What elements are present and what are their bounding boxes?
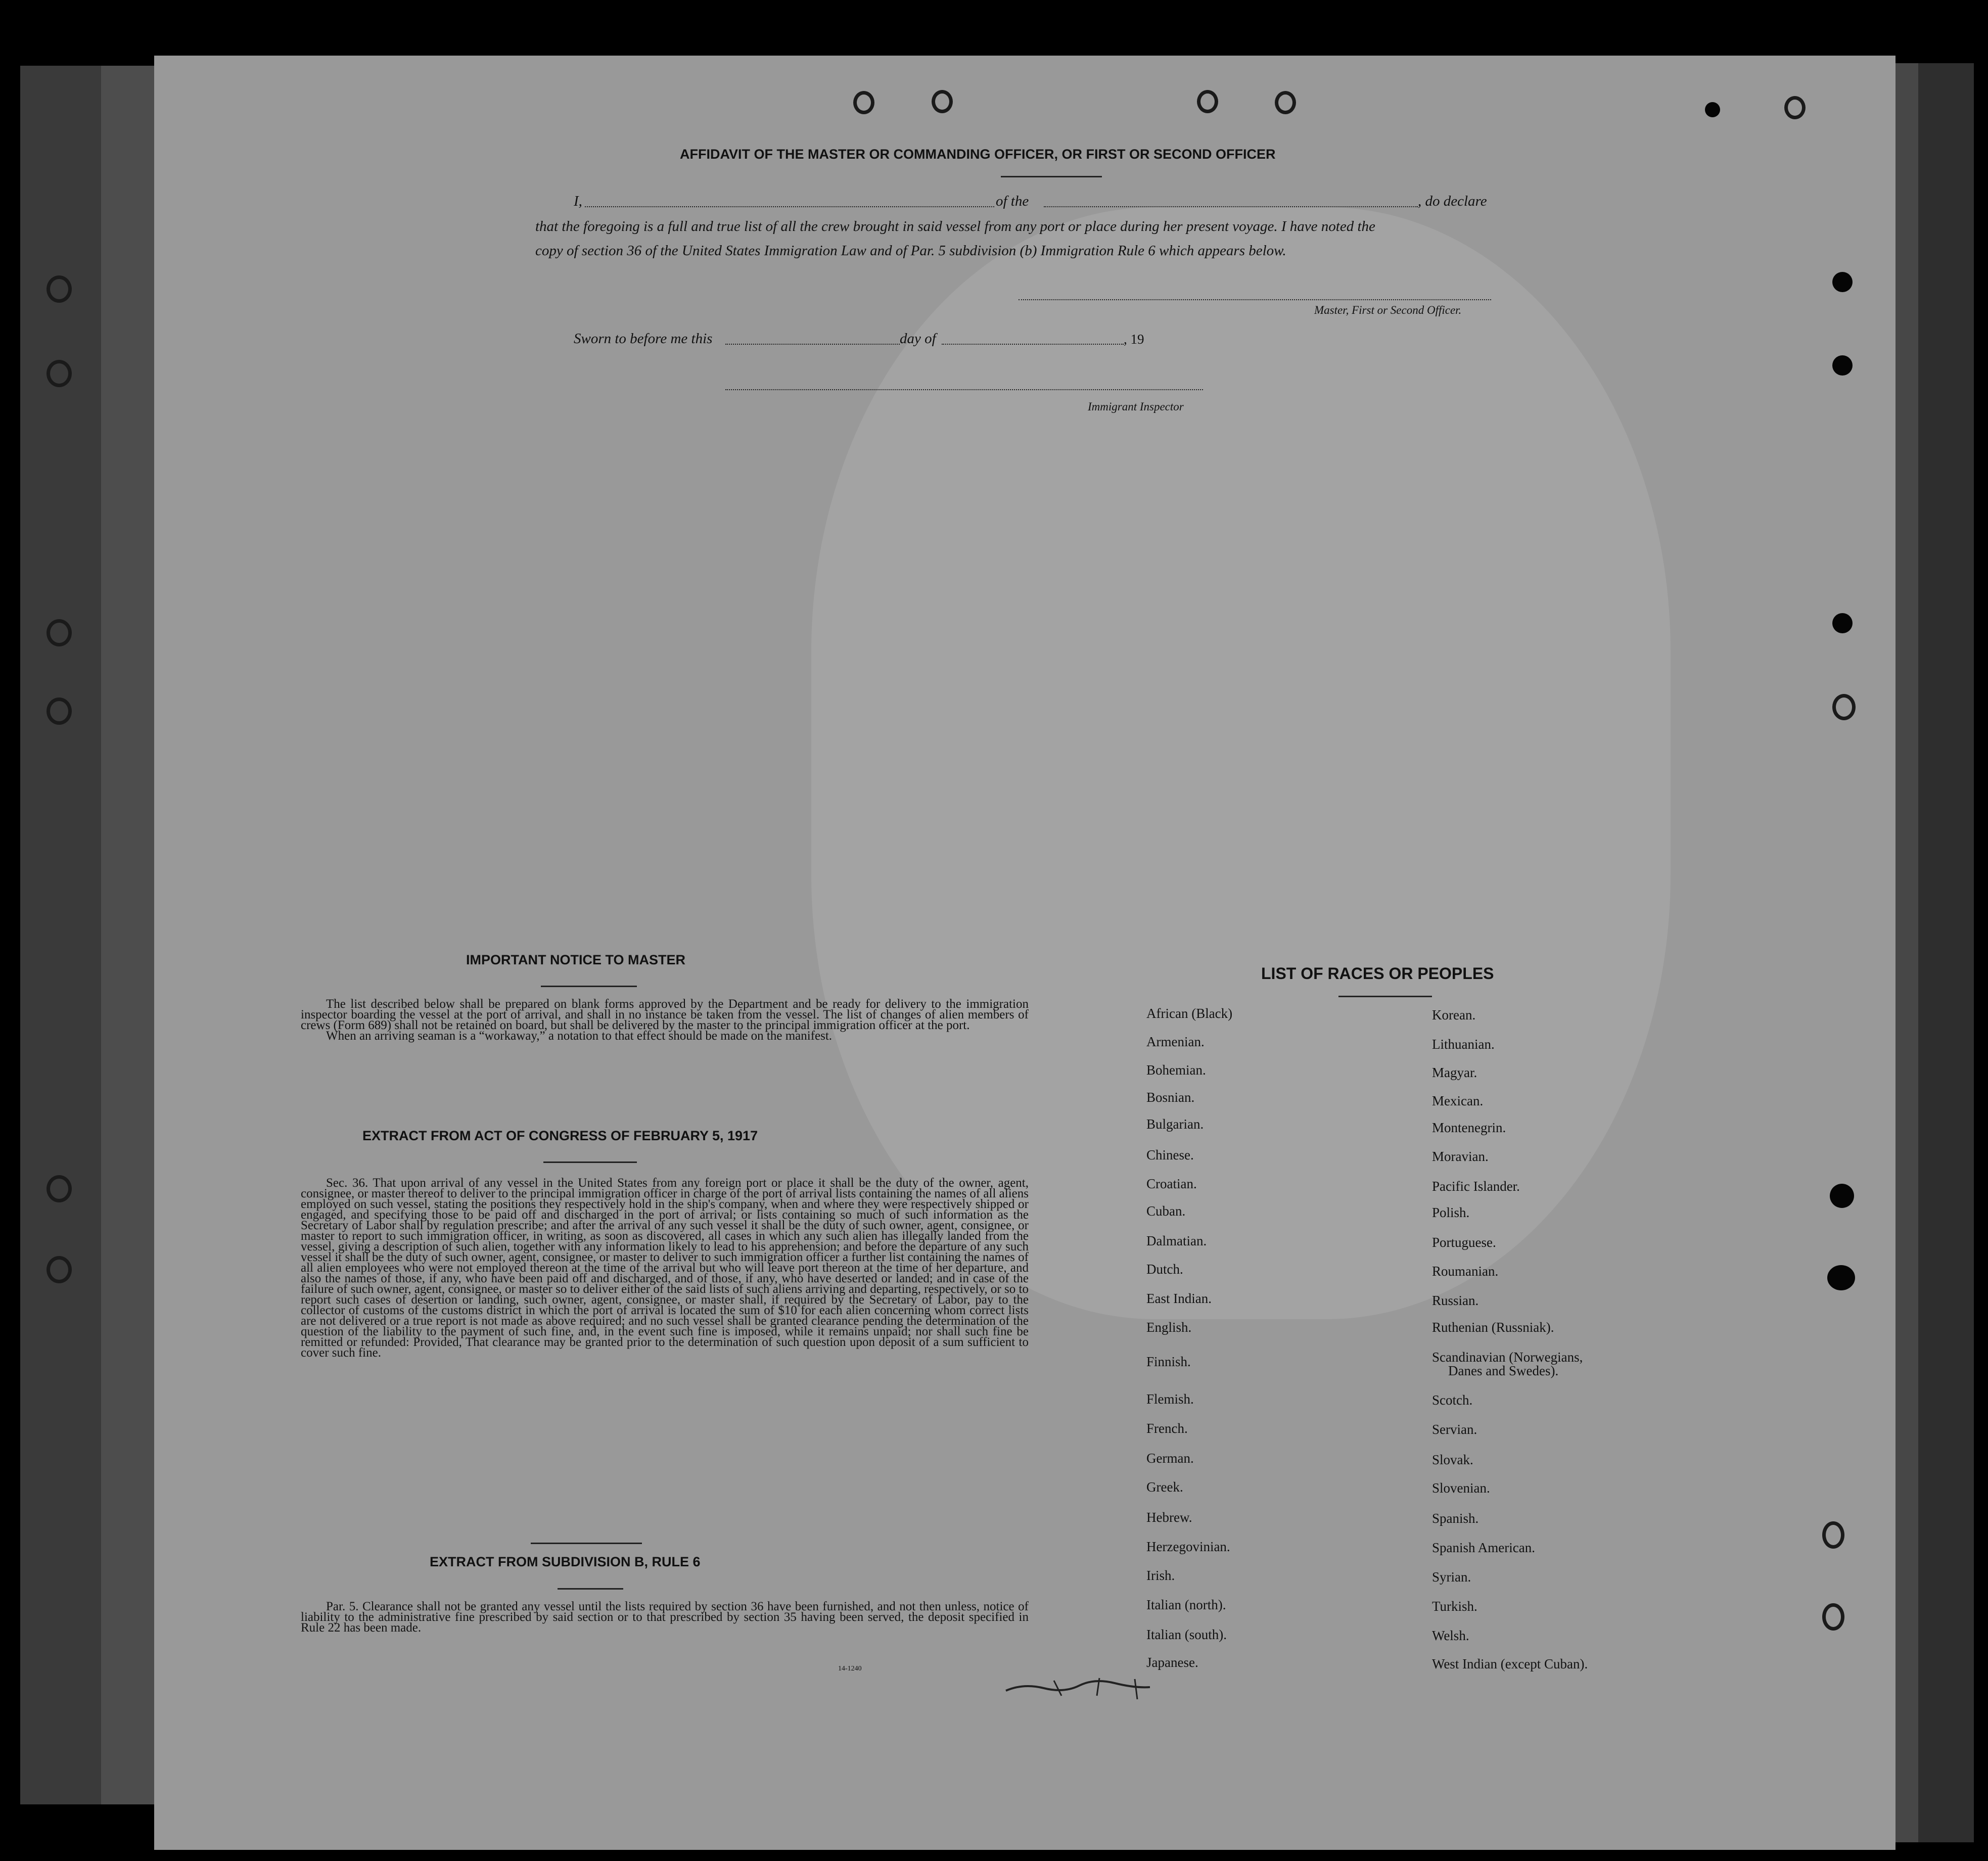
rule-top-divider: [531, 1543, 642, 1544]
race-item: Dalmatian.: [1146, 1233, 1207, 1248]
race-item: Welsh.: [1432, 1628, 1469, 1643]
race-item: French.: [1146, 1421, 1188, 1436]
race-item: Slovak.: [1432, 1452, 1473, 1467]
race-item: Armenian.: [1146, 1034, 1205, 1049]
race-item: Dutch.: [1146, 1262, 1183, 1277]
race-item: Herzegovinian.: [1146, 1539, 1230, 1554]
punch-hole-icon: [1830, 1184, 1854, 1208]
punch-hole-icon: [1197, 90, 1218, 113]
race-item: Italian (south).: [1146, 1627, 1227, 1642]
race-item: Bulgarian.: [1146, 1116, 1204, 1132]
race-item: Pacific Islander.: [1432, 1179, 1520, 1194]
punch-hole-icon: [1705, 102, 1720, 117]
punch-hole-icon: [1275, 91, 1296, 114]
race-item: Moravian.: [1432, 1149, 1489, 1164]
affidavit-title: AFFIDAVIT OF THE MASTER OR COMMANDING OFFICER, OR FIRST OR SECOND OFFICER: [680, 147, 1276, 162]
punch-hole-icon: [47, 619, 72, 646]
race-item: German.: [1146, 1451, 1194, 1466]
race-item: Croatian.: [1146, 1176, 1197, 1191]
punch-hole-icon: [47, 275, 72, 303]
race-item: Japanese.: [1146, 1655, 1198, 1670]
name-blank-line[interactable]: [585, 206, 994, 207]
races-underline: [1338, 996, 1432, 997]
race-item: Syrian.: [1432, 1569, 1471, 1585]
punch-hole-icon: [1832, 272, 1853, 292]
race-item: English.: [1146, 1320, 1192, 1335]
race-item: West Indian (except Cuban).: [1432, 1656, 1588, 1671]
sworn-day-blank-line[interactable]: [725, 344, 900, 345]
race-item: Roumanian.: [1432, 1264, 1499, 1279]
race-item: Spanish American.: [1432, 1540, 1535, 1555]
race-item: Montenegrin.: [1432, 1120, 1506, 1135]
punch-hole-icon: [853, 91, 874, 114]
race-item: Polish.: [1432, 1205, 1470, 1220]
punch-hole-icon: [1784, 96, 1806, 119]
master-signature-line[interactable]: [1019, 299, 1491, 300]
notice-paragraph-1: The list described below shall be prepared on blank forms approved by the Department and be ready for delivery to the immigration inspector boarding the vessel at the port of arrival, and shall in no instance be taken from the vessel. The list of changes of alien members of crews (Form 689) shall not be retained on board, but shall be delivered by the master to the principal immigration officer at the port.: [301, 997, 1029, 1032]
inspector-signature-line[interactable]: [725, 389, 1203, 390]
race-item: Cuban.: [1146, 1203, 1186, 1219]
race-item: Lithuanian.: [1432, 1037, 1495, 1052]
act-title: EXTRACT FROM ACT OF CONGRESS OF FEBRUARY 5, 1917: [362, 1128, 758, 1143]
rule-body: [301, 1601, 1029, 1633]
day-of-label: day of: [900, 331, 936, 347]
notice-body: [301, 999, 1029, 1041]
affidavit-line-3: copy of section 36 of the United States Immigration Law and of Par. 5 subdivision (b) Immigration Rule 6 which appears below.: [535, 243, 1286, 259]
sworn-month-blank-line[interactable]: [942, 344, 1124, 345]
act-underline: [543, 1161, 637, 1163]
race-item: Magyar.: [1432, 1065, 1477, 1080]
sworn-label: Sworn to before me this: [574, 331, 713, 347]
punch-hole-icon: [1832, 694, 1856, 720]
race-item: Finnish.: [1146, 1354, 1191, 1369]
punch-hole-icon: [1822, 1521, 1844, 1549]
year-prefix: , 19: [1124, 332, 1144, 347]
race-item: Russian.: [1432, 1293, 1479, 1308]
notice-paragraph-2: When an arriving seaman is a “workaway,” a notation to that effect should be made on the manifest.: [326, 1029, 833, 1043]
race-item: Scotch.: [1432, 1392, 1473, 1408]
affidavit-line-2: that the foregoing is a full and true list of all the crew brought in said vessel from any port or place during her present voyage. I have noted the: [535, 218, 1375, 235]
inspector-caption: Immigrant Inspector: [1088, 400, 1184, 413]
race-item-continuation: Danes and Swedes).: [1448, 1363, 1559, 1378]
handwritten-mark: [1003, 1668, 1155, 1708]
affidavit-i-label: I,: [574, 193, 582, 209]
race-item: Ruthenian (Russniak).: [1432, 1320, 1554, 1335]
race-item: Irish.: [1146, 1568, 1175, 1583]
notice-underline: [541, 986, 637, 987]
race-item: East Indian.: [1146, 1291, 1212, 1306]
races-title: LIST OF RACES OR PEOPLES: [1261, 964, 1494, 983]
race-item: Greek.: [1146, 1479, 1183, 1495]
race-item: Servian.: [1432, 1422, 1477, 1437]
act-paragraph: Sec. 36. That upon arrival of any vessel in the United States from any foreign port or place it shall be the duty of the owner, agent, consignee, or master thereof to deliver to the principal immigration officer in charge of the port of arrival lists containing the names of all aliens employed on such vessel, stating the positions they respectively hold in the ship's company, when and where they were respectively shipped or engaged, and specifying those to be paid off and discharged in the port of arrival; or lists containing so much of such information as the Secretary of Labor shall by regulation prescribe; and after the arrival of any such vessel it shall be the duty of such owner, agent, consignee, or master to report to such immigration officer, in writing, as soon as discovered, all cases in which any such alien has illegally landed from the vessel, giving a description of such alien, together with any information likely to lead to his apprehension; and before the departure of any such vessel it shall be the duty of such owner, agent, consignee, or master to deliver to such immigration officer a further list containing the names of all alien employees who were not employed thereon at the time of the arrival but who will leave port thereon at the time of her departure, and also the names of those, if any, who have been paid off and discharged, and of those, if any, who have deserted or landed; and in case of the failure of such owner, agent, consignee, or master so to deliver either of the said lists of such aliens arriving and departing, respectively, or so to report such cases of desertion or landing, such owner, agent, consignee, or master shall, if required by the Secretary of Labor, pay to the collector of customs of the customs district in which the port of arrival is located the sum of $10 for each alien concerning whom correct lists are not delivered or a true report is not made as above required; and no such vessel shall be granted clearance pending the determination of the question of the liability to the payment of such fine, and, in the event such fine is imposed, while it remains unpaid; nor shall such fine be remitted or refunded: Provided, That clearance may be granted prior to the determination of such question upon deposit of a sum sufficient to cover such fine.: [301, 1176, 1029, 1360]
punch-hole-icon: [47, 360, 72, 387]
race-item: Korean.: [1432, 1007, 1476, 1022]
race-item: Bohemian.: [1146, 1062, 1206, 1078]
race-item: Italian (north).: [1146, 1597, 1226, 1612]
race-item: Flemish.: [1146, 1391, 1194, 1407]
punch-hole-icon: [47, 1175, 72, 1202]
right-binding-edge: [1918, 63, 1974, 1842]
form-number: 14-1240: [838, 1665, 862, 1672]
race-item: Turkish.: [1432, 1599, 1477, 1614]
document-sheet: [154, 56, 1895, 1850]
race-item: Bosnian.: [1146, 1090, 1195, 1105]
act-body: [301, 1178, 1029, 1358]
punch-hole-icon: [47, 697, 72, 725]
rule-paragraph: Par. 5. Clearance shall not be granted any vessel until the lists required by section 36 have been furnished, and not then unless, notice of liability to the administrative fine prescribed by said section or to that prescribed by section 35 having been served, the deposit specified in Rule 22 has been made.: [301, 1600, 1029, 1635]
race-item: Hebrew.: [1146, 1510, 1192, 1525]
race-item: African (Black): [1146, 1006, 1233, 1021]
rule-underline: [558, 1588, 623, 1590]
punch-hole-icon: [1832, 355, 1853, 376]
race-item: Mexican.: [1432, 1093, 1484, 1108]
punch-hole-icon: [1827, 1265, 1855, 1290]
race-item: Spanish.: [1432, 1511, 1479, 1526]
affidavit-of-the-label: of the: [996, 193, 1029, 209]
race-item: Portuguese.: [1432, 1235, 1496, 1250]
vessel-blank-line[interactable]: [1044, 206, 1418, 207]
left-binding-edge: [101, 66, 157, 1804]
race-item: Scandinavian (Norwegians,: [1432, 1350, 1583, 1365]
master-caption: Master, First or Second Officer.: [1314, 304, 1462, 316]
race-item: Chinese.: [1146, 1147, 1194, 1162]
race-item: Slovenian.: [1432, 1480, 1490, 1496]
title-underline: [1001, 176, 1102, 177]
affidavit-do-declare: , do declare: [1418, 193, 1487, 209]
rule-title: EXTRACT FROM SUBDIVISION B, RULE 6: [430, 1554, 701, 1569]
notice-title: IMPORTANT NOTICE TO MASTER: [466, 952, 685, 967]
punch-hole-icon: [932, 90, 953, 113]
punch-hole-icon: [47, 1256, 72, 1283]
punch-hole-icon: [1832, 613, 1853, 633]
punch-hole-icon: [1822, 1603, 1844, 1631]
